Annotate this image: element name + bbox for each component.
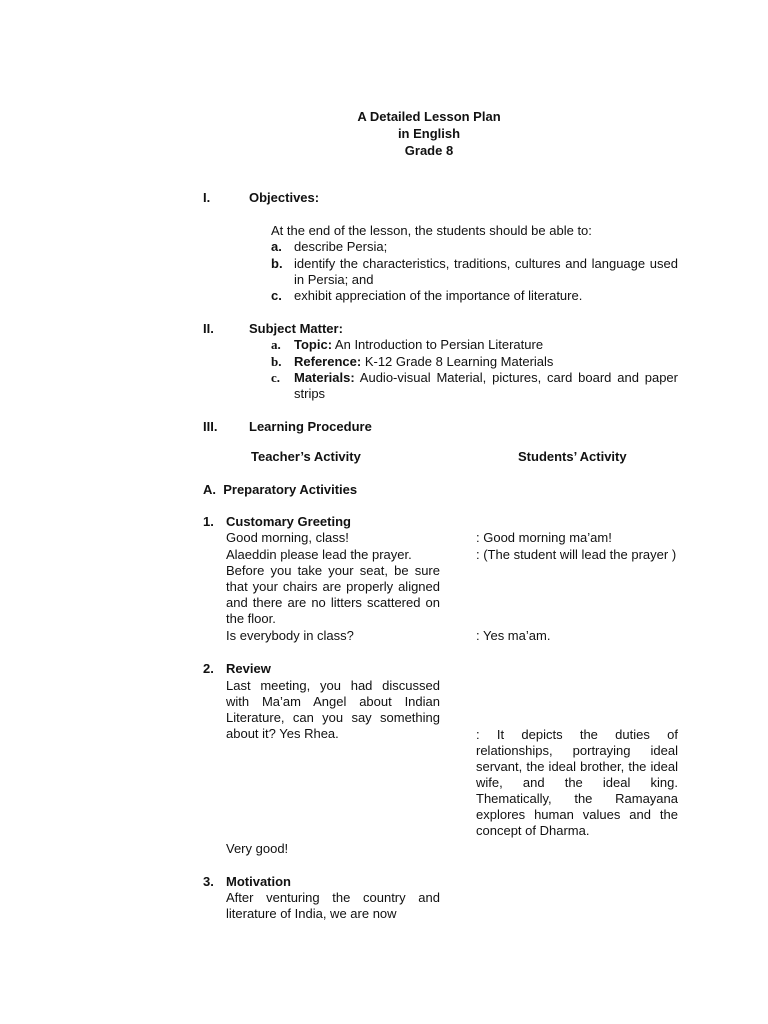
objective-text-b: identify the characteristics, traditions, cultures and language used in Persia; and: [294, 256, 678, 287]
doc-title-line1: A Detailed Lesson Plan: [357, 109, 501, 124]
greeting-heading: Customary Greeting: [226, 514, 351, 529]
procedure-heading: Learning Procedure: [249, 419, 372, 434]
doc-title-line2: in English: [397, 126, 461, 141]
objective-text-a: describe Persia;: [294, 239, 388, 254]
greeting-student-line-2: : (The student will lead the prayer ): [476, 547, 677, 562]
greeting-num: 1.: [203, 514, 214, 529]
subject-marker-a: a.: [271, 337, 281, 352]
subject-matter-numeral: II.: [203, 321, 214, 336]
subject-matter-heading: Subject Matter:: [249, 321, 343, 336]
motivation-teacher-line-1: After venturing the country and literature of India, we are now: [226, 890, 440, 921]
objective-marker-c: c.: [271, 288, 282, 303]
objective-text-c: exhibit appreciation of the importance of literature.: [294, 288, 583, 303]
subject-value-topic: An Introduction to Persian Literature: [332, 337, 544, 352]
review-heading: Review: [226, 661, 271, 676]
greeting-teacher-line-3: Before you take your seat, be sure that your chairs are properly aligned and there are no litters scattered on the floor.: [226, 563, 440, 626]
students-activity-header: Students’ Activity: [518, 449, 627, 464]
subject-item-materials: [294, 370, 678, 402]
motivation-num: 3.: [203, 874, 214, 889]
review-num: 2.: [203, 661, 214, 676]
subject-label-reference: Reference:: [294, 354, 362, 369]
subject-value-reference: K-12 Grade 8 Learning Materials: [361, 354, 554, 369]
greeting-teacher-line-1: Good morning, class!: [226, 530, 349, 545]
procedure-numeral: III.: [203, 419, 218, 434]
subject-item-reference: [294, 354, 553, 370]
objective-marker-a: a.: [271, 239, 282, 254]
subject-value-materials: Audio-visual Material, pictures, card board and paper strips: [294, 370, 678, 401]
greeting-teacher-line-2: Alaeddin please lead the prayer.: [226, 547, 412, 562]
review-teacher-line-2: Very good!: [226, 841, 289, 856]
objectives-intro: At the end of the lesson, the students should be able to:: [271, 223, 592, 238]
objective-marker-b: b.: [271, 256, 283, 271]
objectives-heading: Objectives:: [249, 190, 320, 205]
greeting-teacher-line-4: Is everybody in class?: [226, 628, 354, 643]
review-teacher-line-1: Last meeting, you had discussed with Ma’am Angel about Indian Literature, can you say something about it? Yes Rhea.: [226, 678, 440, 741]
doc-title-line3: Grade 8: [404, 143, 454, 158]
subject-item-topic: [294, 337, 543, 353]
subject-marker-b: b.: [271, 354, 282, 369]
subject-marker-c: c.: [271, 370, 281, 385]
review-student-answer: : It depicts the duties of relationships, portraying ideal servant, the ideal brother, the ideal wife, and the ideal king. Thematically, the Ramayana explores human values and the concept of Dharma.: [476, 727, 678, 838]
subject-label-materials: Materials:: [294, 370, 355, 385]
section-a-heading: A. Preparatory Activities: [203, 482, 358, 497]
greeting-student-line-1: : Good morning ma’am!: [476, 530, 612, 545]
greeting-student-line-3: : Yes ma’am.: [476, 628, 551, 643]
subject-label-topic: Topic:: [294, 337, 333, 352]
teacher-activity-header: Teacher’s Activity: [251, 449, 361, 464]
motivation-heading: Motivation: [226, 874, 291, 889]
objectives-numeral: I.: [203, 190, 211, 205]
